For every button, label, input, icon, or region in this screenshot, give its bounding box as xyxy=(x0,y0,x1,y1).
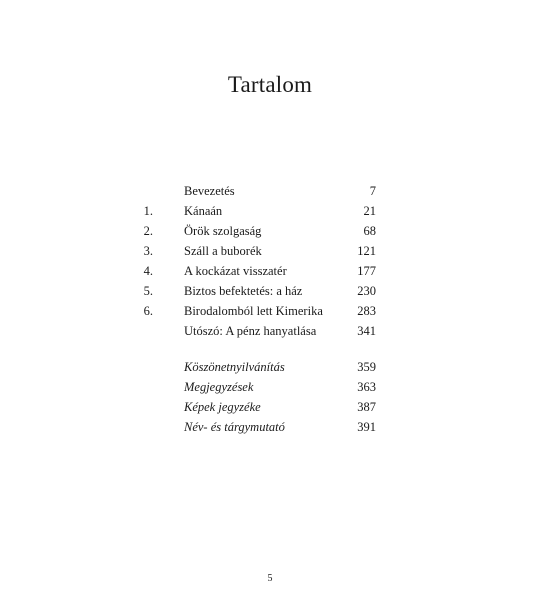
toc-entry-title: Birodalomból lett Kimerika xyxy=(184,304,323,318)
toc-entry-page: 283 xyxy=(357,304,376,318)
toc-entry-page: 177 xyxy=(357,264,376,278)
toc-entry-page: 363 xyxy=(357,380,376,394)
toc-entry-page: 391 xyxy=(357,420,376,434)
toc-entry-title: A kockázat visszatér xyxy=(184,264,287,278)
toc-entry-page: 68 xyxy=(363,224,376,238)
toc-entry-title: Köszönetnyilvánítás xyxy=(184,360,285,374)
toc-entry-chapter-3[interactable] xyxy=(0,241,540,261)
toc-entry-title: Bevezetés xyxy=(184,184,235,198)
toc-entry-title: Száll a buborék xyxy=(184,244,262,258)
toc-entry-title: Biztos befektetés: a ház xyxy=(184,284,303,298)
toc-entry-chapter-1[interactable] xyxy=(0,201,540,221)
toc-entry-page: 387 xyxy=(357,400,376,414)
toc-entry-page: 121 xyxy=(357,244,376,258)
toc-entry-number: 3. xyxy=(143,244,153,258)
toc-entry-chapter-5[interactable] xyxy=(0,281,540,301)
toc-entry-number: 6. xyxy=(143,304,153,318)
toc-entry-afterword[interactable] xyxy=(0,321,540,341)
toc-entry-number: 1. xyxy=(143,204,153,218)
toc-entry-acknowledgements[interactable] xyxy=(0,357,540,377)
toc-entry-page: 230 xyxy=(357,284,376,298)
page-number: 5 xyxy=(267,573,273,584)
toc-entry-chapter-2[interactable] xyxy=(0,221,540,241)
toc-entry-page: 359 xyxy=(357,360,376,374)
toc-entry-title: Kánaán xyxy=(184,204,223,218)
toc-entry-title: Örök szolgaság xyxy=(184,224,262,238)
toc-entry-list-of-illustrations[interactable] xyxy=(0,397,540,417)
toc-entry-page: 341 xyxy=(357,324,376,338)
toc-entry-title: Képek jegyzéke xyxy=(184,400,261,414)
toc-entry-title: Név- és tárgymutató xyxy=(184,420,285,434)
toc-entry-notes[interactable] xyxy=(0,377,540,397)
toc-entry-page: 21 xyxy=(363,204,376,218)
page-title: Tartalom xyxy=(227,72,313,97)
toc-entry-title: Megjegyzések xyxy=(184,380,254,394)
toc-entry-chapter-6[interactable] xyxy=(0,301,540,321)
toc-entry-introduction[interactable] xyxy=(0,181,540,201)
toc-entry-page: 7 xyxy=(369,184,376,198)
toc-entry-index[interactable] xyxy=(0,417,540,437)
toc-entry-chapter-4[interactable] xyxy=(0,261,540,281)
toc-entry-number: 5. xyxy=(143,284,153,298)
toc-entry-number: 4. xyxy=(143,264,153,278)
toc-entry-number: 2. xyxy=(143,224,153,238)
toc-entry-title: Utószó: A pénz hanyatlása xyxy=(184,324,317,338)
